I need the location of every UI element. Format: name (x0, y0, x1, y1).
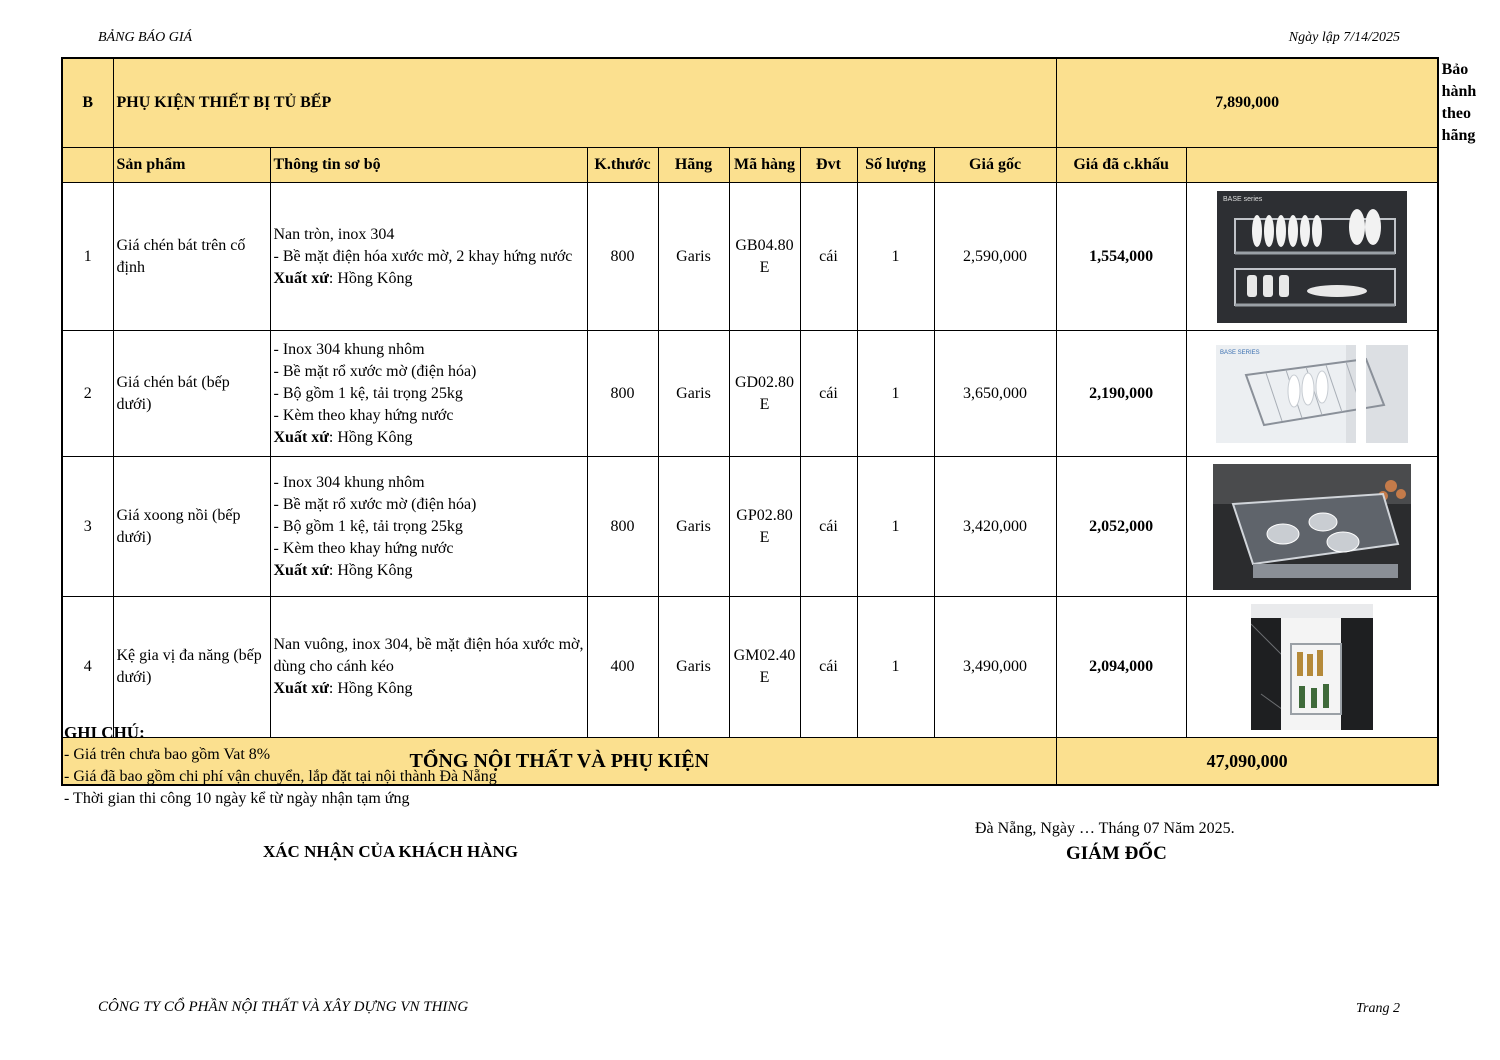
product-image-dish-rack (1186, 183, 1438, 331)
info-origin: Xuất xứ: Hồng Kông (273, 269, 413, 287)
row-code: GD02.80E (729, 331, 800, 457)
note-item: - Giá đã bao gồm chi phí vận chuyển, lắp đặt tại nội thành Đà Nẵng (64, 768, 497, 785)
info-origin: Xuất xứ: Hồng Kông (273, 561, 413, 579)
col-unit: Đvt (800, 148, 857, 183)
total-label: TỔNG NỘI THẤT VÀ PHỤ KIỆN (62, 738, 1056, 786)
info-line: Nan vuông, inox 304, bề mặt điện hóa xước mờ, dùng cho cánh kéo (273, 636, 584, 675)
customer-confirmation: XÁC NHẬN CỦA KHÁCH HÀNG (263, 842, 518, 861)
row-info (270, 183, 587, 331)
column-header-row (62, 148, 1438, 183)
row-unit: cái (800, 597, 857, 738)
row-no: 3 (62, 457, 113, 597)
col-size: K.thước (587, 148, 658, 183)
row-code: GP02.80E (729, 457, 800, 597)
section-title: PHỤ KIỆN THIẾT BỊ TỦ BẾP (113, 58, 1056, 148)
col-no (62, 148, 113, 183)
row-discounted: 2,190,000 (1056, 331, 1186, 457)
row-qty: 1 (857, 183, 934, 331)
total-value: 47,090,000 (1056, 738, 1438, 786)
info-line: Nan tròn, inox 304 (273, 225, 395, 243)
row-product: Giá chén bát (bếp dưới) (113, 331, 270, 457)
header-title: BẢNG BÁO GIÁ (98, 30, 193, 45)
product-image-spice-rack (1186, 597, 1438, 738)
col-price: Giá gốc (934, 148, 1056, 183)
row-info (270, 597, 587, 738)
info-line: - Bề mặt rổ xước mờ (điện hóa) (273, 362, 477, 380)
info-origin: Xuất xứ: Hồng Kông (273, 680, 413, 697)
col-product: Sản phẩm (113, 148, 270, 183)
row-price: 3,420,000 (934, 457, 1056, 597)
col-qty: Số lượng (857, 148, 934, 183)
table-row (62, 597, 1438, 738)
info-line: - Kèm theo khay hứng nước (273, 406, 454, 424)
info-line: - Inox 304 khung nhôm (273, 473, 425, 491)
row-size: 800 (587, 457, 658, 597)
col-info: Thông tin sơ bộ (270, 148, 587, 183)
note-item: - Thời gian thi công 10 ngày kể từ ngày nhận tạm ứng (64, 790, 410, 807)
table-row (62, 183, 1438, 331)
svg-text:BASE SERIES: BASE SERIES (1220, 349, 1260, 356)
row-discounted: 2,052,000 (1056, 457, 1186, 597)
table-row (62, 457, 1438, 597)
info-line: - Bề mặt điện hóa xước mờ, 2 khay hứng nước (273, 247, 573, 265)
row-price: 2,590,000 (934, 183, 1056, 331)
director-title: GIÁM ĐỐC (1066, 843, 1167, 864)
row-price: 3,650,000 (934, 331, 1056, 457)
row-product: Giá chén bát trên cố định (113, 183, 270, 331)
row-no: 2 (62, 331, 113, 457)
row-product: Kệ gia vị đa năng (bếp dưới) (113, 597, 270, 738)
row-qty: 1 (857, 457, 934, 597)
signature-dateline: Đà Nẵng, Ngày … Tháng 07 Năm 2025. (975, 820, 1235, 837)
row-brand: Garis (658, 331, 729, 457)
row-qty: 1 (857, 331, 934, 457)
row-no: 1 (62, 183, 113, 331)
row-size: 400 (587, 597, 658, 738)
row-code: GM02.40E (729, 597, 800, 738)
info-line: - Inox 304 khung nhôm (273, 340, 425, 358)
product-image-bottom-dish-rack (1186, 331, 1438, 457)
header-date: Ngày lập 7/14/2025 (1288, 30, 1400, 45)
row-code: GB04.80E (729, 183, 800, 331)
row-brand: Garis (658, 457, 729, 597)
section-subtotal: 7,890,000 (1056, 58, 1438, 148)
row-product: Giá xoong nồi (bếp dưới) (113, 457, 270, 597)
col-image (1186, 148, 1438, 183)
info-line: - Bề mặt rổ xước mờ (điện hóa) (273, 495, 477, 513)
quote-table (61, 57, 1477, 786)
product-image-pot-rack (1186, 457, 1438, 597)
row-unit: cái (800, 457, 857, 597)
row-unit: cái (800, 331, 857, 457)
notes (64, 722, 497, 810)
row-brand: Garis (658, 183, 729, 331)
footer-page: Trang 2 (1356, 1001, 1400, 1016)
info-line: - Kèm theo khay hứng nước (273, 539, 454, 557)
col-discounted: Giá đã c.khấu (1056, 148, 1186, 183)
row-discounted: 2,094,000 (1056, 597, 1186, 738)
notes-title: GHI CHÚ: (64, 723, 145, 742)
row-brand: Garis (658, 597, 729, 738)
row-unit: cái (800, 183, 857, 331)
section-code: B (62, 58, 113, 148)
table-row (62, 331, 1438, 457)
row-size: 800 (587, 183, 658, 331)
footer-company: CÔNG TY CỔ PHẦN NỘI THẤT VÀ XÂY DỰNG VN THING (98, 999, 469, 1015)
row-qty: 1 (857, 597, 934, 738)
row-no: 4 (62, 597, 113, 738)
row-info (270, 457, 587, 597)
col-brand: Hãng (658, 148, 729, 183)
row-price: 3,490,000 (934, 597, 1056, 738)
col-code: Mã hàng (729, 148, 800, 183)
section-header-row: B PHỤ KIỆN THIẾT BỊ TỦ BẾP 7,890,000 Bảo hành theo hãng (62, 58, 1438, 148)
note-item: - Giá trên chưa bao gồm Vat 8% (64, 746, 271, 763)
svg-text:BASE series: BASE series (1223, 195, 1263, 203)
info-line: - Bộ gồm 1 kệ, tải trọng 25kg (273, 517, 463, 535)
row-size: 800 (587, 331, 658, 457)
row-discounted: 1,554,000 (1056, 183, 1186, 331)
info-line: - Bộ gồm 1 kệ, tải trọng 25kg (273, 384, 463, 402)
row-info (270, 331, 587, 457)
info-origin: Xuất xứ: Hồng Kông (273, 428, 413, 446)
